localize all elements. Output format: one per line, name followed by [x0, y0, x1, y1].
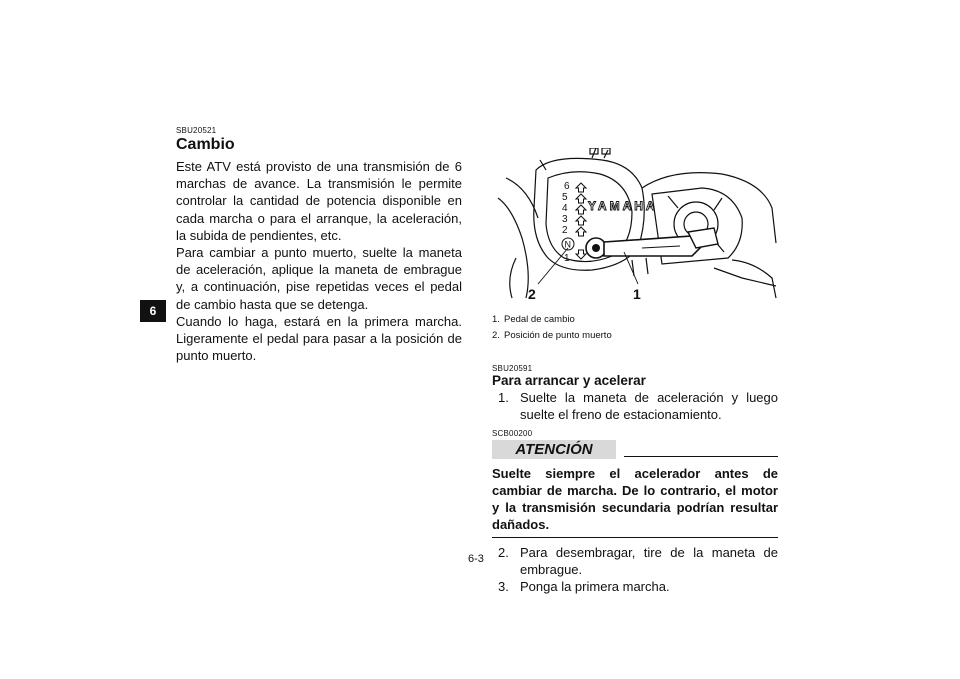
section-title: Para arrancar y acelerar — [492, 373, 646, 388]
caption-text: Posición de punto muerto — [504, 330, 612, 341]
caption-number: 2. — [492, 330, 500, 341]
gear-label-4: 4 — [562, 203, 568, 214]
paragraph: Cuando lo haga, estará en la primera marcha. Ligeramente el pedal para pasar a la posición de punto muerto. — [176, 313, 462, 364]
step-text: Para desembragar, tire de la maneta de embrague. — [520, 545, 778, 577]
caption-number: 1. — [492, 314, 500, 325]
list-item — [492, 544, 778, 578]
gear-label-5: 5 — [562, 192, 568, 203]
caption-item — [492, 328, 778, 344]
right-column — [492, 148, 778, 595]
section-code: SBU20521 — [176, 126, 217, 135]
gear-label-6: 6 — [564, 181, 570, 192]
step-list — [492, 544, 778, 595]
paragraph: Para cambiar a punto muerto, suelte la maneta de aceleración, aplique la maneta de embrague y, a continuación, pise repetidas veces el pedal de cambio hasta que se detenga. — [176, 245, 462, 312]
step-number: 1. — [498, 390, 509, 405]
engine-outline — [498, 148, 776, 298]
gear-labels — [562, 181, 571, 264]
caution-label: ATENCIÓN — [492, 440, 616, 459]
caution-code: SCB00200 — [492, 429, 533, 438]
shift-pedal-figure — [492, 148, 778, 304]
caption-text: Pedal de cambio — [504, 314, 575, 325]
list-item — [492, 578, 778, 595]
gear-label-2: 2 — [562, 225, 568, 236]
step-text: Suelte la maneta de aceleración y luego suelte el freno de estacionamiento. — [520, 390, 778, 422]
step-text: Ponga la primera marcha. — [520, 579, 670, 594]
chapter-tab: 6 — [140, 300, 166, 322]
step-number: 2. — [498, 545, 509, 560]
callout-1: 1 — [633, 286, 641, 302]
paragraph: Este ATV está provisto de una transmisión de 6 marchas de avance. La transmisión le permite controlar la cantidad de potencia disponible en cada marcha o para el arranque, la aceleración, la subida de pendientes, etc. — [176, 159, 462, 243]
brand-logo: YAMAHA — [588, 199, 658, 213]
caution-rule — [624, 456, 778, 457]
list-item — [492, 389, 778, 423]
callout-2: 2 — [528, 286, 536, 302]
gear-label-3: 3 — [562, 214, 568, 225]
section-code: SBU20591 — [492, 364, 533, 373]
figure-captions — [492, 312, 778, 344]
page-number: 6-3 — [468, 553, 484, 565]
gear-label-1: 1 — [564, 253, 570, 264]
engine-illustration — [492, 148, 778, 304]
caution-text: Suelte siempre el acelerador antes de cambiar de marcha. De lo contrario, el motor y la transmisión secundaria podrían resultar dañados. — [492, 465, 778, 538]
caption-item — [492, 312, 778, 328]
caution-header — [492, 440, 778, 459]
section-title: Cambio — [176, 136, 235, 153]
step-number: 3. — [498, 579, 509, 594]
gear-label-n: N — [564, 239, 571, 250]
left-column — [176, 126, 462, 364]
shift-pedal — [586, 228, 718, 258]
